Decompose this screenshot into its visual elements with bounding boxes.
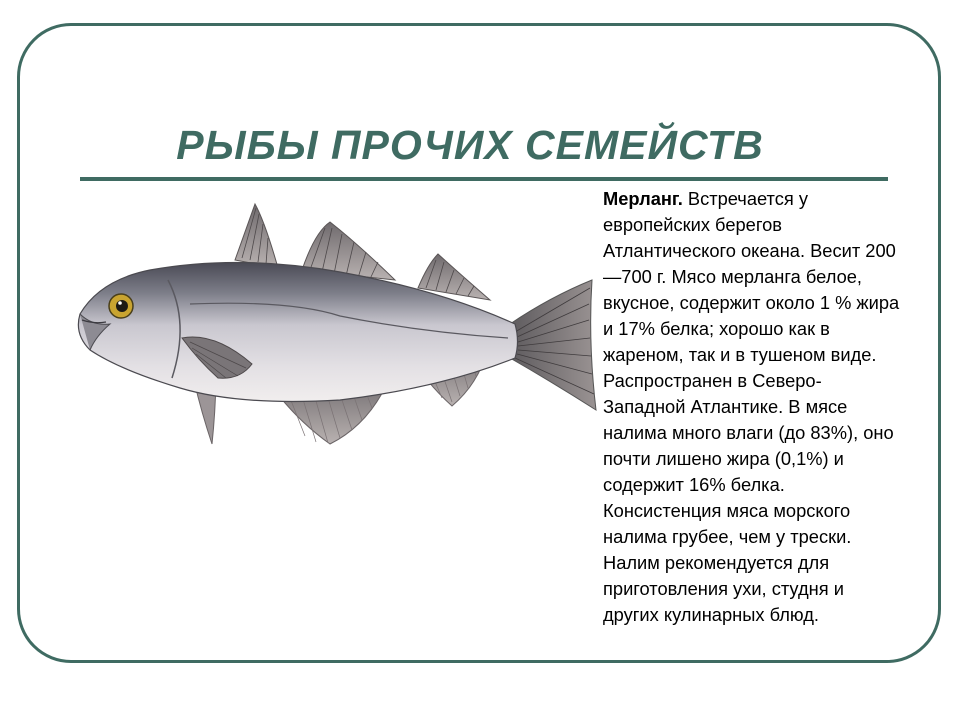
slide-title: РЫБЫ ПРОЧИХ СЕМЕЙСТВ	[176, 122, 764, 168]
description-line: —700 г. Мясо мерланга белое,	[603, 266, 863, 287]
fish-illustration	[40, 192, 610, 462]
description-line: содержит 16% белка.	[603, 474, 785, 495]
description-line: европейских берегов	[603, 214, 782, 235]
description-line: Налим рекомендуется для	[603, 552, 830, 573]
description-line: Распространен в Северо-	[603, 370, 822, 391]
description-text	[603, 186, 953, 628]
description-line: приготовления ухи, студня и	[603, 578, 844, 599]
description-line: налима грубее, чем у трески.	[603, 526, 852, 547]
title-underline	[80, 177, 888, 181]
description-line: Консистенция мяса морского	[603, 500, 851, 521]
description-line: и 17% белка; хорошо как в	[603, 318, 830, 339]
description-line: налима много влаги (до 83%), оно	[603, 422, 894, 443]
description-line: Западной Атлантике. В мясе	[603, 396, 848, 417]
description-line: почти лишено жира (0,1%) и	[603, 448, 844, 469]
description-line: Встречается у	[682, 188, 808, 209]
description-line: других кулинарных блюд.	[603, 604, 819, 625]
fish-name: Мерланг.	[603, 188, 683, 209]
description-line: Атлантического океана. Весит 200	[603, 240, 896, 261]
description-line: жареном, так и в тушеном виде.	[603, 344, 877, 365]
description-line: вкусное, содержит около 1 % жира	[603, 292, 900, 313]
